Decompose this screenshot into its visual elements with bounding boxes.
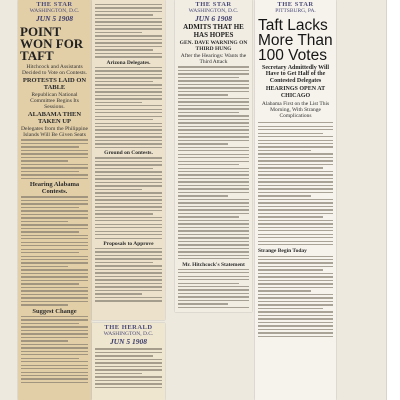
- clipping-deck: GEN. DAVE WARNING ON THIRD HUNG: [179, 40, 248, 53]
- page-margin: [386, 0, 400, 400]
- clipping-deck: Alabama First on the List This Morning, With Strange Complications: [261, 101, 330, 120]
- stamp-date: JUN 5 1908: [109, 336, 148, 346]
- clipping-taft-lacks-votes: [255, 0, 336, 400]
- clipping-continuation: [92, 0, 165, 320]
- clipping-deck: PROTESTS LAID ON TABLE: [22, 77, 87, 92]
- stamp-date: JUN 5 1908: [35, 13, 74, 23]
- clipping-deck: Secretary Admittedly Will Have to Get Half of the Contested Delegates: [262, 64, 329, 84]
- stamp-city: WASHINGTON, D.C.: [29, 7, 80, 14]
- clipping-date-stamp: [175, 0, 252, 22]
- clipping-deck: After the Hearings: Wants the Third Attack: [180, 53, 247, 66]
- stamp-city: WASHINGTON, D.C.: [103, 330, 154, 337]
- clipping-headline: Taft Lacks More Than 100 Votes: [258, 16, 333, 64]
- article-body-text: [92, 67, 165, 149]
- article-body-text: [255, 120, 336, 245]
- stamp-paper: THE HERALD: [104, 324, 153, 331]
- stamp-paper: THE STAR: [195, 1, 232, 8]
- article-body-text: [92, 248, 165, 302]
- clipping-herald: [92, 323, 165, 400]
- clipping-subhead: Arizona Delegates.: [106, 59, 151, 66]
- clipping-point-won-for-taft: [18, 0, 91, 400]
- stamp-paper: THE STAR: [36, 1, 73, 8]
- article-body-text: [92, 157, 165, 239]
- clipping-subhead: Strange Begin Today: [258, 247, 307, 254]
- clipping-deck: HEARINGS OPEN AT CHICAGO: [265, 86, 326, 99]
- clipping-deck: Republican National Committee Begins Its Sessions.: [30, 92, 79, 111]
- article-body-text: [92, 345, 165, 388]
- clipping-subhead: Proposals to Approve: [103, 241, 154, 247]
- article-body-text: [18, 316, 91, 384]
- clipping-subhead: Hearing Alabama Contests.: [29, 181, 80, 196]
- article-body-text: [18, 139, 91, 179]
- clipping-date-stamp: [18, 0, 91, 22]
- clipping-deck: Delegates from the Philippine Islands Will Be Given Seats: [21, 126, 88, 139]
- stamp-city: PITTSBURG, PA.: [275, 7, 316, 14]
- article-body-text: [175, 66, 252, 259]
- clipping-subhead: Ground on Contests.: [104, 150, 153, 157]
- clipping-admits-hopes: [175, 0, 252, 312]
- clipping-deck: ALABAMA THEN TAKEN UP: [27, 111, 82, 126]
- clipping-headline: ADMITS THAT HE HAS HOPES: [183, 23, 244, 39]
- article-body-text: [255, 256, 336, 338]
- clipping-subhead: Suggest Change: [32, 307, 77, 315]
- article-body-text: [18, 196, 91, 305]
- stamp-date: JUN 6 1908: [194, 13, 233, 23]
- clipping-deck: Hitchcock and Assistants Decided to Vote on Contests.: [22, 64, 87, 77]
- clipping-date-stamp: [255, 0, 336, 15]
- article-body-text: [175, 269, 252, 309]
- clipping-headline: POINT WON FOR TAFT: [20, 24, 84, 64]
- clipping-subhead: Mr. Hitchcock's Statement: [182, 261, 245, 268]
- article-body-text: [92, 0, 165, 58]
- stamp-paper: THE STAR: [277, 1, 314, 8]
- stamp-city: WASHINGTON, D.C.: [188, 7, 239, 14]
- clipping-date-stamp: [92, 323, 165, 345]
